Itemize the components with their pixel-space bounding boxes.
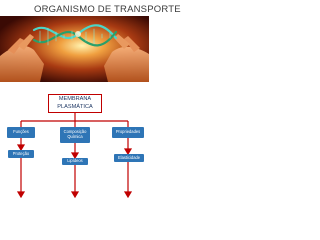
category-composicao-label2: Química [67,134,83,139]
arrow-lipideos-down [72,192,78,197]
child-protecao [8,150,34,158]
child-lipideos-label: Lipídeos [67,158,83,164]
category-propriedades [112,127,144,138]
arrow-elasticidade-down [125,192,131,197]
category-composicao-quimica [60,127,90,143]
root-node-line1: MEMBRANA [58,96,92,102]
child-protecao-label: Proteção [12,150,30,156]
category-composicao-label1: Composição [63,129,87,135]
child-lipideos [62,158,88,165]
category-propriedades-label: Propriedades [115,129,141,135]
child-elasticidade-label: Elasticidade [117,154,141,160]
category-funcoes [7,127,35,138]
root-node-line2: PLASMÁTICA [57,103,93,110]
diagram-connectors [0,0,149,198]
arrow-protecao-down [18,192,24,197]
slide-title-text: ORGANISMO DE TRANSPORTE [34,4,181,15]
child-elasticidade [114,154,144,162]
category-funcoes-label: Funções [13,129,29,135]
